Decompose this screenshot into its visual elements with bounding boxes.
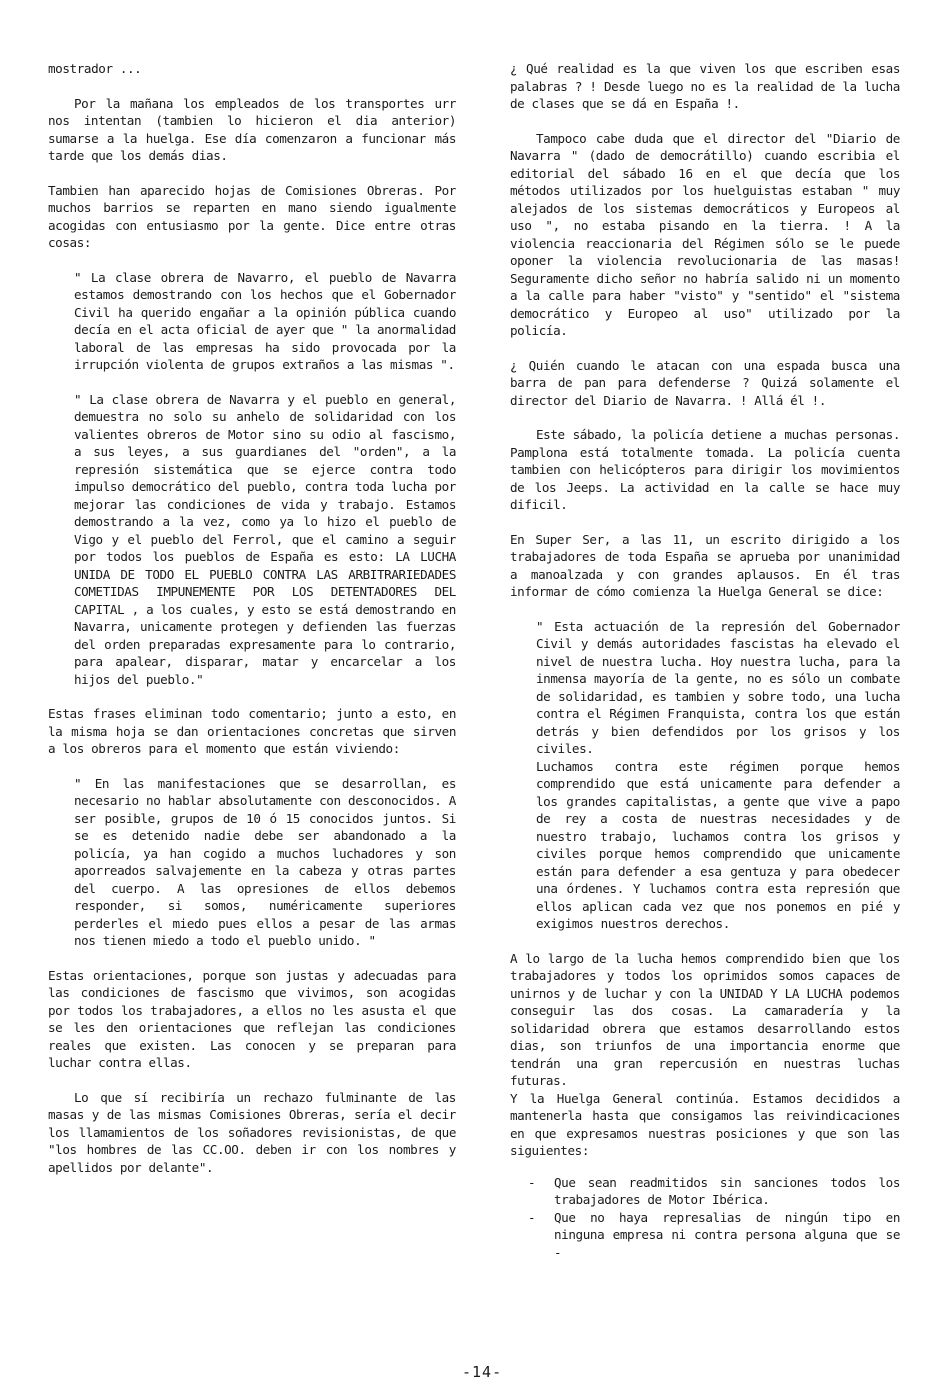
- quote-luchamos-contra-regimen: Luchamos contra este régimen porque hemos comprendido que está unicamente para defender a los grandes capitalistas, a gente que vive a papo de rey a costa de nuestras necesidades y de nuestro trabajo, luchamos contra los grisos y civiles porque hemos comprendido que unicamente están para defender a esa gentuza y para obedecer una órdenes. Y luchamos contra esta represión que ellos aplican cada vez que nos ponemos en pié y exigimos nuestros derechos.: [536, 758, 900, 931]
- paragraph-quien-cuando: ¿ Quién cuando le atacan con una espada busca una barra de pan para defenderse ? Quizá solamente el director del Diario de Navarra. ! Allá él !.: [510, 357, 900, 408]
- quote-actuacion-represion: " Esta actuación de la represión del Gobernador Civil y demás autoridades fascistas ha elevado el nivel de nuestra lucha. Hoy nuestra lucha, para la inmensa mayoría de la gente, no es sólo un combate de solidaridad, es tambien y sobre todo, una lucha contra el Régimen Franquista, contra los que están detrás y bien defendidos por los grisos y los civiles.: [536, 618, 900, 756]
- paragraph-frases-comentario: Estas frases eliminan todo comentario; junto a esto, en la misma hoja se dan orientaciones concretas que sirven a los obreros para el momento que están viviendo:: [48, 706, 456, 756]
- quote-clase-obrera-2: " La clase obrera de Navarra y el pueblo en general, demuestra no solo su anhelo de solidaridad con los valientes obreros de Motor sino su odio al fascismo, a sus leyes, a sus guardianes del "orden", a la represión sistemática que se ejerce contra todo impulso democrático del pueblo, contra toda lucha por mejorar las condiciones de vida y trabajo. Estamos demostrando a la vez, como ya lo hizo el pueblo de Vigo y el pueblo del Ferrol, que el camino a seguir por todos los pueblos de España es esto: LA LUCHA UNIDA DE TODO EL PUEBLO CONTRA LAS ARBITRARIEDADES COMETIDAS IMPUNEMENTE POR LOS DETENTADORES DEL CAPITAL , a los cuales, y esto se está demostrando en Navarra, unicamente protegen y defienden las fuerzas del orden preparadas expresamente para lo contrario, para apalear, disparar, matar y encarcelar a los hijos del pueblo.": [74, 391, 456, 687]
- left-column: [48, 60, 456, 1193]
- list-item-text: Que no haya represalias de ningún tipo en ninguna empresa ni contra persona alguna que se -: [554, 1209, 900, 1260]
- paragraph-huelga-continua: Y la Huelga General continúa. Estamos decididos a mantenerla hasta que consigamos las reivindicaciones en que expresamos nuestras posiciones y que son las siguientes:: [510, 1090, 900, 1158]
- list-item: [528, 1174, 900, 1209]
- paragraph-a-lo-largo: A lo largo de la lucha hemos comprendido bien que los trabajadores y todos los oprimidos somos capaces de unirnos y de luchar y con la UNIDAD Y LA LUCHA podemos conseguir las dos cosas. La camaradería y la solidaridad obrera que estamos desarrollando estos dias, son triunfos de una importancia enorme que tendrán una gran repercusión en nuestras luchas futuras.: [510, 950, 900, 1088]
- paragraph-orientaciones: Estas orientaciones, porque son justas y adecuadas para las condiciones de fascismo que vivimos, son acogidas por todos los trabajadores, a ellos no les asusta el que se les den orientaciones que reflejan las condiciones reales que existen. Las conocen y se preparan para luchar contra ellas.: [48, 967, 456, 1070]
- paragraph-diario-de-navarra: Tampoco cabe duda que el director del "Diario de Navarra " (dado de democrátillo) cuando escribia el editorial del sábado 16 en el que decía que los métodos utilizados por los huelguistas estaban " muy alejados de los sistemas democráticos y Europeos al uso ", no estaba pisando en la tierra. ! A la violencia reaccionaria del Régimen sólo se le puede oponer la violencia revolucionaria de las masas! Seguramente dicho señor no habría salido ni un momento a la calle para haber "visto" y "sentido" el "sistema democrático y Europeo al uso" utilizado por la policía.: [510, 130, 900, 338]
- paragraph-super-ser: En Super Ser, a las 11, un escrito dirigido a los trabajadores de toda España se aprueba por unanimidad a manoalzada y con grandes aplausos. En él tras informar de cómo comienza la Huelga General se dice:: [510, 531, 900, 599]
- list-item: [528, 1209, 900, 1262]
- list-bullet: -: [528, 1209, 536, 1225]
- quote-manifestaciones: " En las manifestaciones que se desarrollan, es necesario no hablar absolutamente con desconocidos. A ser posible, grupos de 10 ó 15 conocidos juntos. Si se es detenido nadie debe ser abandonado a la policía, ya han cogido a muchos luchadores y son aporreados salvajemente en la cabeza y otras partes del cuerpo. A las opresiones de ellos debemos responder, si somos, numéricamente superiores perderles el miedo pues ellos a pesar de las armas nos tienen miedo a todo el pueblo unido. ": [74, 775, 456, 948]
- page-number: -14-: [462, 1363, 503, 1381]
- paragraph-mostrador: mostrador ...: [48, 61, 142, 76]
- paragraph-comisiones-obreras-leaflets: Tambien han aparecido hojas de Comisiones Obreras. Por muchos barrios se reparten en mano siendo igualmente acogidas con entusiasmo por la gente. Dice entre otras cosas:: [48, 182, 456, 250]
- right-column: [510, 60, 900, 1261]
- paragraph-que-realidad: ¿ Qué realidad es la que viven los que escriben esas palabras ? ! Desde luego no es la realidad de la lucha de clases que se dá en España !.: [510, 61, 900, 111]
- list-item-text: Que sean readmitidos sin sanciones todos los trabajadores de Motor Ibérica.: [554, 1174, 900, 1207]
- demands-list: [510, 1174, 900, 1262]
- quote-clase-obrera-1: " La clase obrera de Navarro, el pueblo de Navarra estamos demostrando con los hechos que el Gobernador Civil ha querido engañar a la opinión pública cuando decía en el acta oficial de ayer que " la anormalidad laboral de las empresas ha sido provocada por la irrupción violenta de grupos extraños a las mismas ".: [74, 269, 456, 372]
- list-bullet: -: [528, 1174, 536, 1190]
- paragraph-transport-workers: Por la mañana los empleados de los transportes urr nos intentan (tambien lo hicieron el dia anterior) sumarse a la huelga. Ese día comenzaron a funcionar más tarde que los demás dias.: [48, 95, 456, 163]
- paragraph-sabado-policia: Este sábado, la policía detiene a muchas personas. Pamplona está totalmente tomada. La policía cuenta tambien con helicópteros para dirigir los movimientos de los Jeeps. La actividad en la calle se hace muy dificil.: [510, 427, 900, 512]
- paragraph-rechazo-revisionistas: Lo que sí recibiría un rechazo fulminante de las masas y de las mismas Comisiones Obreras, sería el decir los llamamientos de los soñadores revisionistas, de que "los hombres de las CC.OO. deben ir con los nombres y apellidos por delante".: [48, 1089, 456, 1175]
